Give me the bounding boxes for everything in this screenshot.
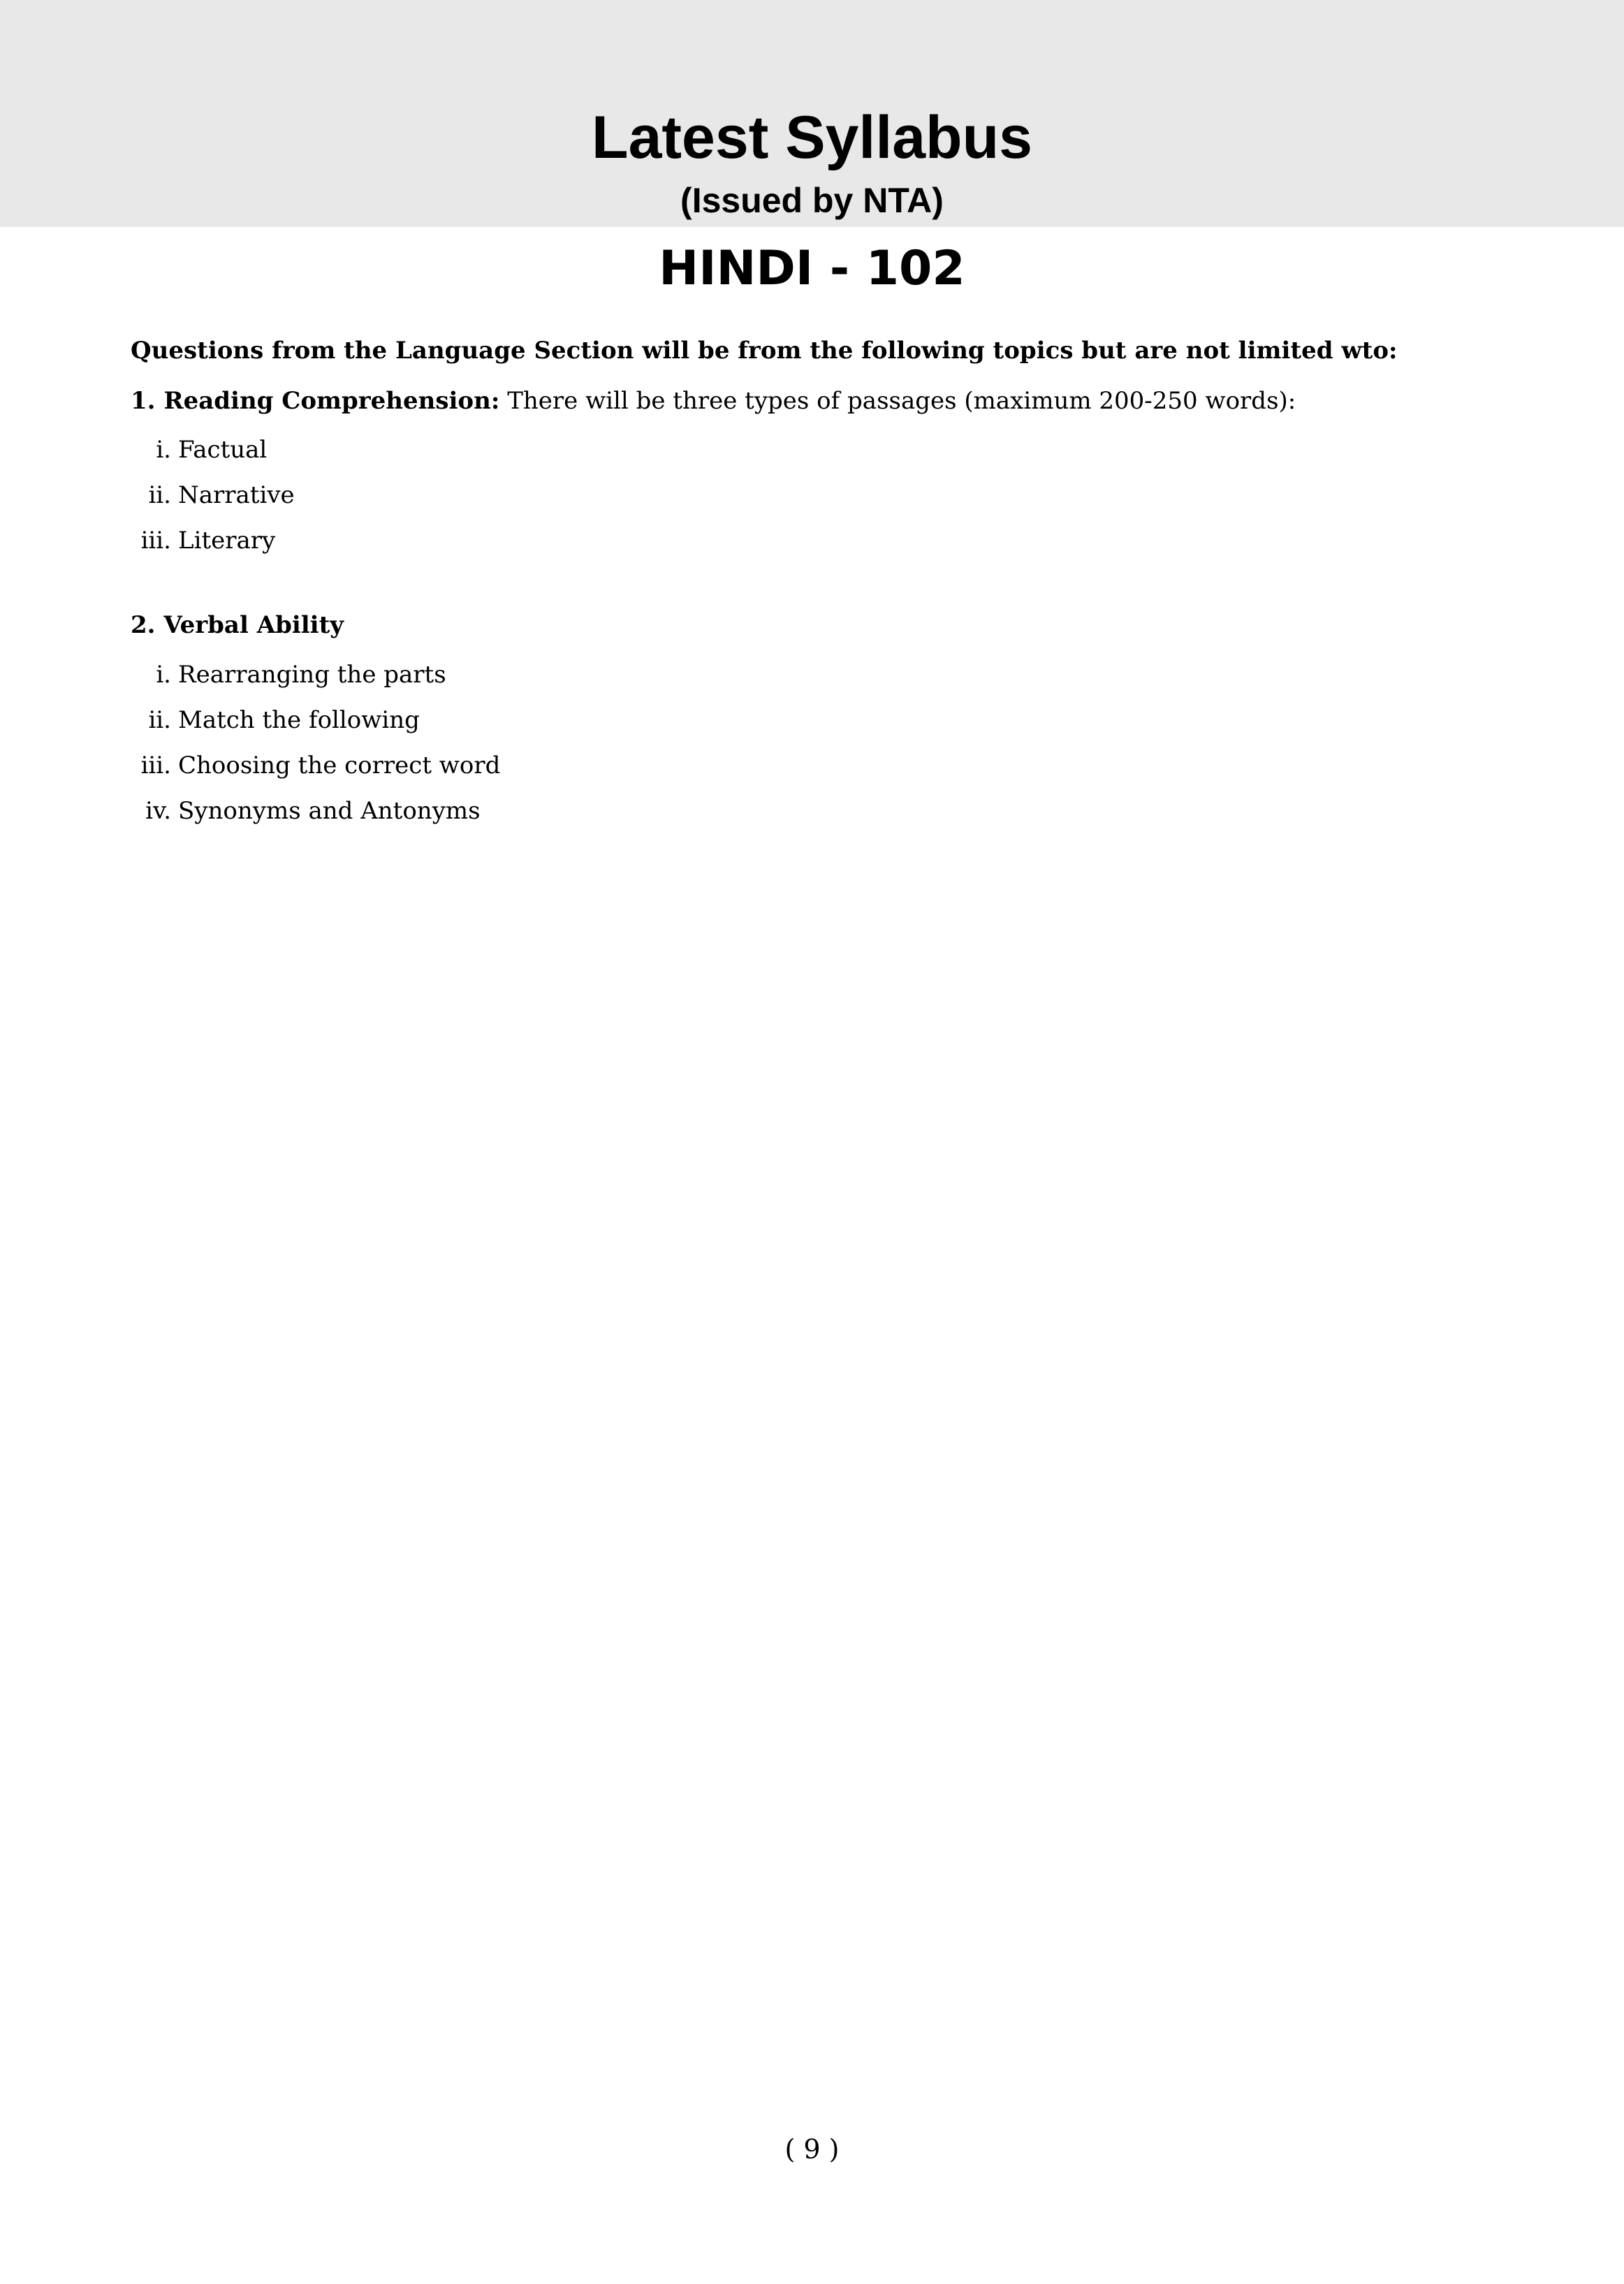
- section-heading: 1. Reading Comprehension:: [131, 387, 500, 415]
- list-item: [131, 434, 267, 465]
- subject-title: HINDI - 102: [659, 241, 965, 296]
- list-item: [131, 705, 420, 735]
- section-description: There will be three types of passages (maximum 200-250 words):: [499, 387, 1296, 415]
- list-item: [131, 750, 500, 781]
- list-item: [131, 525, 275, 556]
- list-item-number: iii.: [140, 752, 171, 779]
- page-number: ( 9 ): [784, 2134, 840, 2165]
- list-item-number: iv.: [145, 797, 171, 825]
- list-item-number: ii.: [148, 706, 171, 734]
- list-item-label: Rearranging the parts: [178, 661, 446, 689]
- page-subtitle: (Issued by NTA): [680, 181, 944, 220]
- list-item-label: Synonyms and Antonyms: [178, 797, 481, 825]
- section-reading-comprehension: [131, 386, 1296, 416]
- list-item: [131, 480, 295, 511]
- list-item-label: Literary: [178, 527, 276, 555]
- list-item-number: i.: [156, 436, 171, 464]
- list-item-number: iii.: [140, 527, 171, 555]
- intro-text: Questions from the Language Section will be from the following topics but are not limited wto:: [131, 337, 1398, 365]
- section-verbal-ability: 2. Verbal Ability: [131, 611, 344, 639]
- list-item-label: Choosing the correct word: [178, 752, 501, 779]
- list-item: [131, 796, 481, 826]
- list-item-number: i.: [156, 661, 171, 689]
- list-item-label: Match the following: [178, 706, 420, 734]
- list-item-label: Factual: [178, 436, 268, 464]
- list-item: [131, 659, 446, 690]
- list-item-number: ii.: [148, 481, 171, 509]
- page-title: Latest Syllabus: [592, 104, 1032, 171]
- list-item-label: Narrative: [178, 481, 295, 509]
